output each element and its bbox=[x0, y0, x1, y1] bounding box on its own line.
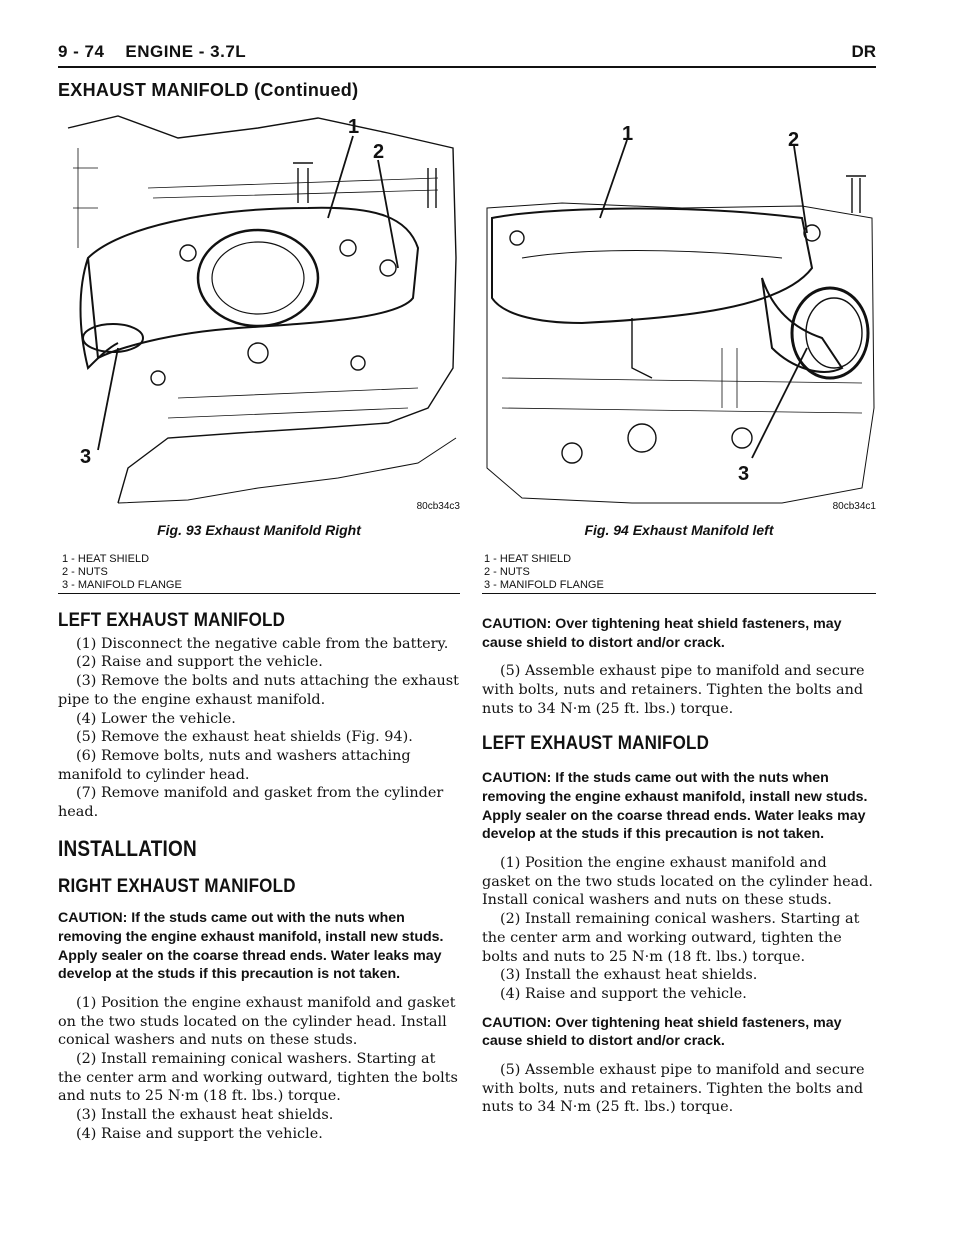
fig93-callout-2: 2 bbox=[373, 141, 385, 163]
caution-studs-left: CAUTION: If the studs came out with the nuts when removing the engine exhaust manifold, install new studs. Apply sealer on the coarse thread ends. Water leaks may develop at the studs if this precaution is not taken. bbox=[482, 770, 868, 843]
fig93-callout-1: 1 bbox=[348, 116, 360, 138]
removal-step-7: (7) Remove manifold and gasket from the cylinder head. bbox=[58, 785, 444, 821]
caution-studs-right: CAUTION: If the studs came out with the nuts when removing the engine exhaust manifold, install new studs. Apply sealer on the coarse thread ends. Water leaks may develop at the studs if this precaution is not taken. bbox=[58, 910, 444, 983]
header-rule bbox=[58, 66, 876, 68]
fig94-legend bbox=[484, 553, 604, 592]
fig94-legend-2: 2 - NUTS bbox=[484, 566, 530, 578]
fig94-callout-1: 1 bbox=[622, 123, 634, 145]
install-right-step-2: (2) Install remaining conical washers. Starting at the center arm and working outward, tighten the bolts and nuts to 25 N·m (18 ft. lbs.) torque. bbox=[58, 1051, 458, 1105]
install-left-step-4: (4) Raise and support the vehicle. bbox=[500, 985, 747, 1002]
page-header bbox=[58, 42, 876, 78]
install-left-step-5: (5) Assemble exhaust pipe to manifold and secure with bolts, nuts and retainers. Tighten the bolts and nuts to 34 N·m (25 ft. lbs.) torque. bbox=[482, 1062, 865, 1116]
caution-heat-shield-2: CAUTION: Over tightening heat shield fasteners, may cause shield to distort and/or crack. bbox=[482, 1014, 842, 1050]
install-left-step-3: (3) Install the exhaust heat shields. bbox=[500, 967, 758, 984]
page-ref: 9 - 74 ENGINE - 3.7L bbox=[58, 42, 247, 61]
left-column bbox=[58, 610, 460, 1144]
install-right-step-3: (3) Install the exhaust heat shields. bbox=[76, 1107, 334, 1124]
figure-93 bbox=[58, 108, 460, 518]
figure-93-illustration bbox=[58, 108, 460, 518]
right-column bbox=[482, 615, 876, 1117]
fig93-legend-1: 1 - HEAT SHIELD bbox=[62, 553, 150, 565]
fig94-rule bbox=[482, 593, 876, 594]
install-right-step-4: (4) Raise and support the vehicle. bbox=[76, 1125, 323, 1142]
install-right-step-5: (5) Assemble exhaust pipe to manifold and secure with bolts, nuts and retainers. Tighten the bolts and nuts to 34 N·m (25 ft. lbs.) torque. bbox=[482, 663, 865, 717]
fig93-legend-3: 3 - MANIFOLD FLANGE bbox=[62, 579, 182, 591]
section-continued-title: EXHAUST MANIFOLD (Continued) bbox=[58, 80, 359, 100]
fig93-callout-3: 3 bbox=[80, 446, 92, 468]
removal-step-5: (5) Remove the exhaust heat shields (Fig. 94). bbox=[76, 729, 413, 746]
fig93-rule bbox=[58, 593, 460, 594]
fig93-title: Fig. 93 Exhaust Manifold Right bbox=[157, 522, 361, 538]
heading-right-exhaust-install: RIGHT EXHAUST MANIFOLD bbox=[58, 875, 296, 898]
heading-left-exhaust-install: LEFT EXHAUST MANIFOLD bbox=[482, 731, 710, 754]
caution-heat-shield-1: CAUTION: Over tightening heat shield fasteners, may cause shield to distort and/or crack. bbox=[482, 616, 842, 651]
removal-step-1: (1) Disconnect the negative cable from the battery. bbox=[76, 635, 449, 652]
removal-step-3: (3) Remove the bolts and nuts attaching the exhaust pipe to the engine exhaust manifold. bbox=[58, 673, 459, 708]
heading-installation: INSTALLATION bbox=[58, 837, 197, 862]
fig94-legend-1: 1 - HEAT SHIELD bbox=[484, 553, 572, 565]
fig94-code: 80cb34c1 bbox=[832, 501, 876, 512]
removal-step-4: (4) Lower the vehicle. bbox=[76, 710, 236, 727]
install-left-step-1: (1) Position the engine exhaust manifold and gasket on the two studs located on the cylinder head. Install conical washers and nuts on these studs. bbox=[482, 855, 873, 909]
install-right-step-1: (1) Position the engine exhaust manifold and gasket on the two studs located on the cylinder head. Install conical washers and nuts on these studs. bbox=[58, 994, 456, 1049]
removal-step-2: (2) Raise and support the vehicle. bbox=[76, 654, 323, 671]
heading-left-exhaust-removal: LEFT EXHAUST MANIFOLD bbox=[58, 608, 286, 631]
fig94-title: Fig. 94 Exhaust Manifold left bbox=[584, 522, 774, 538]
fig94-legend-3: 3 - MANIFOLD FLANGE bbox=[484, 579, 604, 591]
fig94-callout-3: 3 bbox=[738, 463, 750, 485]
doc-code: DR bbox=[851, 42, 876, 61]
figure-94-illustration bbox=[482, 108, 876, 518]
fig94-callout-2: 2 bbox=[788, 129, 800, 151]
fig93-legend-2: 2 - NUTS bbox=[62, 566, 108, 578]
fig93-legend bbox=[62, 553, 182, 592]
removal-step-6: (6) Remove bolts, nuts and washers attaching manifold to cylinder head. bbox=[58, 747, 411, 783]
install-left-step-2: (2) Install remaining conical washers. Starting at the center arm and working outward, tighten the bolts and nuts to 25 N·m (18 ft. lbs.) torque. bbox=[482, 911, 860, 965]
figure-94 bbox=[482, 108, 876, 518]
fig93-code: 80cb34c3 bbox=[416, 501, 460, 512]
